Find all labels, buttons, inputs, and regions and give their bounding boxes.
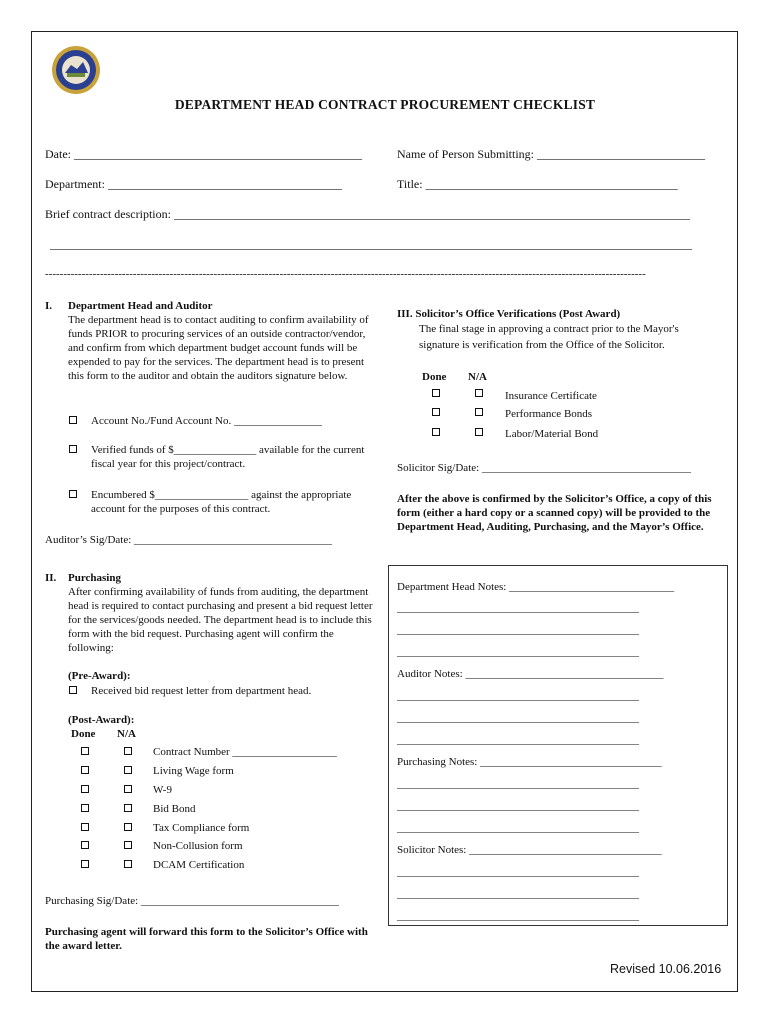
checkbox-icon[interactable] — [69, 416, 77, 424]
section-3-heading: III. Solicitor’s Office Verifications (Post Award) — [397, 308, 621, 320]
solicitor-na-header: N/A — [468, 371, 487, 383]
encumbered-item: Encumbered $_________________ against the appropriate account for the purposes of this contract. — [91, 489, 352, 515]
notes-line: ____________________________________________ — [397, 866, 639, 878]
checkbox-icon[interactable] — [81, 860, 89, 868]
checkbox-icon[interactable] — [81, 785, 89, 793]
solicitor-notes: Solicitor Notes: ___________________________________ — [397, 844, 662, 856]
department-head-notes: Department Head Notes: ______________________________ — [397, 581, 675, 593]
notes-line: ____________________________________________ — [397, 778, 639, 790]
checkbox-icon[interactable] — [69, 445, 77, 453]
page-title: DEPARTMENT HEAD CONTRACT PROCUREMENT CHECKLIST — [174, 97, 596, 112]
post-award-label: (Post-Award): — [68, 714, 135, 726]
checkbox-icon[interactable] — [432, 408, 440, 416]
purchasing-notes: Purchasing Notes: _________________________________ — [397, 756, 662, 768]
list-item: Performance Bonds — [505, 408, 593, 420]
account-no-item: Account No./Fund Account No. ________________ — [91, 415, 322, 427]
section-2-number: II. — [45, 572, 57, 584]
revised-date: Revised 10.06.2016 — [610, 962, 722, 976]
checkbox-icon[interactable] — [124, 747, 132, 755]
purchasing-signature: Purchasing Sig/Date: ____________________________________ — [45, 895, 339, 907]
dashed-separator: -------------------------------------------------------------------------------------------------------------------------------------------------------------------- — [45, 268, 646, 280]
notes-line: ____________________________________________ — [397, 822, 639, 834]
checkbox-icon[interactable] — [124, 860, 132, 868]
checkbox-icon[interactable] — [81, 766, 89, 774]
list-item: Non-Collusion form — [153, 840, 243, 852]
section-2-body: After confirming availability of funds from auditing, the department head is required to contact purchasing and present a bid request letter for the services/goods needed. The department head is to include this form with the bid request. Purchasing agent will confirm the following: — [68, 586, 373, 654]
post-award-done-header: Done — [71, 728, 96, 740]
checkbox-icon[interactable] — [432, 389, 440, 397]
purchasing-forward-note: Purchasing agent will forward this form to the Solicitor’s Office with the award letter. — [45, 926, 368, 952]
verified-funds-item: Verified funds of $_______________ available for the current fiscal year for this project/contract. — [91, 444, 365, 470]
checkbox-icon[interactable] — [81, 804, 89, 812]
checkbox-icon[interactable] — [432, 428, 440, 436]
name-submitting-field: Name of Person Submitting: ____________________________ — [397, 147, 705, 161]
notes-line: ____________________________________________ — [397, 602, 639, 614]
solicitor-signature: Solicitor Sig/Date: ______________________________________ — [397, 462, 691, 474]
list-item: Tax Compliance form — [153, 822, 250, 834]
checkbox-icon[interactable] — [124, 785, 132, 793]
list-item: Bid Bond — [153, 803, 196, 815]
notes-line: ____________________________________________ — [397, 800, 639, 812]
notes-line: ____________________________________________ — [397, 712, 639, 724]
solicitor-confirm-note: After the above is confirmed by the Solicitor’s Office, a copy of this form (either a hard copy or a scanned copy) will be provided to the Department Head, Auditing, Purchasing, and the Mayor’s Office. — [397, 493, 712, 533]
checkbox-icon[interactable] — [81, 747, 89, 755]
brief-description-field: Brief contract description: ______________________________________________________________________________________ — [45, 207, 690, 221]
title-field: Title: __________________________________________ — [397, 177, 678, 191]
post-award-na-header: N/A — [117, 728, 136, 740]
list-item: Labor/Material Bond — [505, 428, 599, 440]
checkbox-icon[interactable] — [475, 428, 483, 436]
list-item: Contract Number ___________________ — [153, 746, 337, 758]
checkbox-icon[interactable] — [124, 804, 132, 812]
department-field: Department: _______________________________________ — [45, 177, 342, 191]
checkbox-icon[interactable] — [124, 823, 132, 831]
date-field: Date: ________________________________________________ — [45, 147, 362, 161]
checkbox-icon[interactable] — [69, 490, 77, 498]
notes-line: ____________________________________________ — [397, 624, 639, 636]
checkbox-icon[interactable] — [475, 408, 483, 416]
checkbox-icon[interactable] — [124, 766, 132, 774]
list-item: Living Wage form — [153, 765, 234, 777]
section-1-body: The department head is to contact auditing to confirm availability of funds PRIOR to procuring services of an outside contractor/vendor, and confirm from which department budget account funds will be expended to pay for the services. The department head is to present this form to the auditor and obtain the auditors signature below. — [68, 314, 369, 382]
list-item: Insurance Certificate — [505, 390, 597, 402]
section-3-body: The final stage in approving a contract prior to the Mayor's signature is verification from the Office of the Solicitor. — [419, 323, 679, 351]
checkbox-icon[interactable] — [69, 686, 77, 694]
list-item: W-9 — [153, 784, 172, 796]
section-1-number: I. — [45, 300, 53, 312]
auditor-notes: Auditor Notes: ____________________________________ — [397, 668, 664, 680]
notes-line: ____________________________________________ — [397, 910, 639, 922]
checkbox-icon[interactable] — [81, 823, 89, 831]
description-blank-line: ___________________________________________________________________________________________________________ — [50, 237, 692, 251]
city-seal-logo — [47, 45, 105, 95]
notes-line: ____________________________________________ — [397, 646, 639, 658]
auditor-signature: Auditor’s Sig/Date: ____________________________________ — [45, 534, 333, 546]
notes-line: ____________________________________________ — [397, 734, 639, 746]
section-1-heading: Department Head and Auditor — [68, 300, 213, 312]
checkbox-icon[interactable] — [475, 389, 483, 397]
pre-award-label: (Pre-Award): — [68, 670, 131, 682]
pre-award-item: Received bid request letter from department head. — [91, 685, 312, 697]
solicitor-done-header: Done — [422, 371, 447, 383]
list-item: DCAM Certification — [153, 859, 245, 871]
checkbox-icon[interactable] — [124, 841, 132, 849]
checkbox-icon[interactable] — [81, 841, 89, 849]
notes-line: ____________________________________________ — [397, 888, 639, 900]
section-2-heading: Purchasing — [68, 572, 121, 584]
notes-line: ____________________________________________ — [397, 690, 639, 702]
